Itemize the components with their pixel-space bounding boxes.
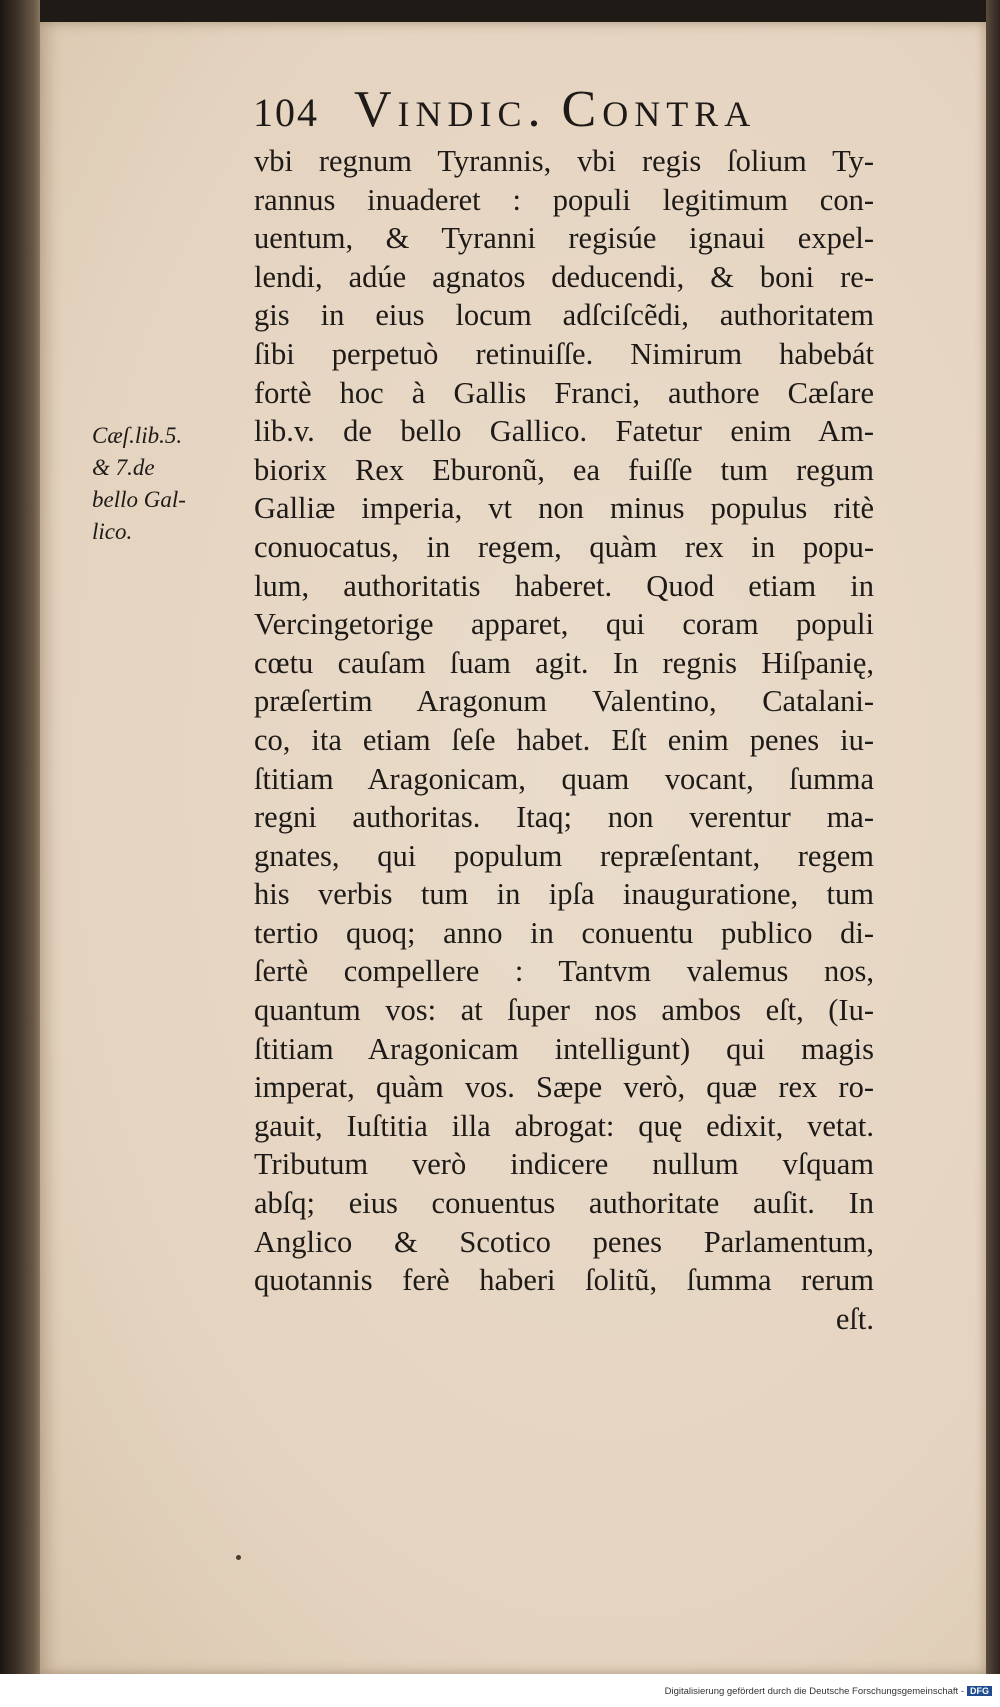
digitization-credit [665, 1686, 992, 1697]
text-line: lib.v. de bello Gallico. Fatetur enim Am- [254, 414, 874, 449]
text-line: quantum vos: at ſuper nos ambos eſt, (Iu- [254, 993, 874, 1028]
text-line: fortè hoc à Gallis Franci, authore Cæſare [254, 375, 874, 410]
dfg-logo: DFG [967, 1686, 992, 1696]
text-line: ſibi perpetuò retinuiſſe. Nimirum habebát [254, 336, 874, 371]
scan-top-edge [0, 0, 1000, 22]
marginal-note [92, 420, 242, 548]
marginal-note-line: Cæſ.lib.5. [92, 423, 183, 448]
text-line: ſtitiam Aragonicam intelligunt) qui magis [254, 1031, 874, 1066]
text-line: regni authoritas. Itaq; non verentur ma- [254, 800, 874, 835]
text-line: biorix Rex Eburonũ, ea fuiſſe tum regum [254, 452, 874, 487]
text-line: co, ita etiam ſeſe habet. Eſt enim penes iu- [254, 722, 874, 757]
text-line: abſq; eius conuentus authoritate auſit. In [254, 1186, 874, 1221]
text-line: gauit, Iuſtitia illa abrogat: quę edixit, vetat. [254, 1108, 874, 1143]
text-line: cœtu cauſam ſuam agit. In regnis Hiſpanię, [254, 645, 874, 680]
text-line: præſertim Aragonum Valentino, Catalani- [254, 684, 874, 719]
body-text [254, 142, 874, 1338]
marginal-note-line: lico. [92, 519, 133, 544]
marginal-note-line: & 7.de [92, 455, 155, 480]
text-line: rannus inuaderet : populi legitimum con- [254, 182, 874, 217]
catchword: eſt. [835, 1301, 874, 1336]
text-line: imperat, quàm vos. Sæpe verò, quæ rex ro- [254, 1070, 874, 1105]
running-title-second: Contra [561, 81, 757, 138]
paper-speck [236, 1555, 241, 1560]
text-line: lum, authoritatis haberet. Quod etiam in [254, 568, 874, 603]
text-line: lendi, adúe agnatos deducendi, & boni re- [254, 259, 874, 294]
running-title-first: Vindic. [354, 81, 547, 138]
text-line: gnates, qui populum repræſentant, regem [254, 838, 874, 873]
text-line: ſtitiam Aragonicam, quam vocant, ſumma [254, 761, 874, 796]
marginal-note-line: bello Gal- [92, 487, 186, 512]
text-line: Galliæ imperia, vt non minus populus ritè [254, 491, 874, 526]
text-line: vbi regnum Tyrannis, vbi regis ſolium Ty- [254, 144, 874, 178]
text-line: Vercingetorige apparet, qui coram populi [254, 607, 874, 642]
book-binding-right [986, 0, 1000, 1707]
running-header [253, 80, 923, 139]
text-line: tertio quoq; anno in conuentu publico di- [254, 915, 874, 950]
text-line: quotannis ferè haberi ſolitũ, ſumma rerum [254, 1263, 874, 1298]
text-line: conuocatus, in regem, quàm rex in popu- [254, 529, 874, 564]
credit-text: Digitalisierung gefördert durch die Deutsche Forschungsgemeinschaft - [664, 1686, 964, 1697]
page-number: 104 [253, 90, 319, 135]
text-line: gis in eius locum adſciſcẽdi, authoritatem [254, 298, 874, 333]
text-line: Anglico & Scotico penes Parlamentum, [254, 1224, 874, 1259]
text-line: his verbis tum in ipſa inauguratione, tum [254, 877, 874, 912]
book-binding-left [0, 0, 40, 1707]
text-line: ſertè compellere : Tantvm valemus nos, [254, 954, 874, 989]
text-line: uentum, & Tyranni regisúe ignaui expel- [254, 221, 874, 256]
text-line: Tributum verò indicere nullum vſquam [254, 1147, 874, 1182]
